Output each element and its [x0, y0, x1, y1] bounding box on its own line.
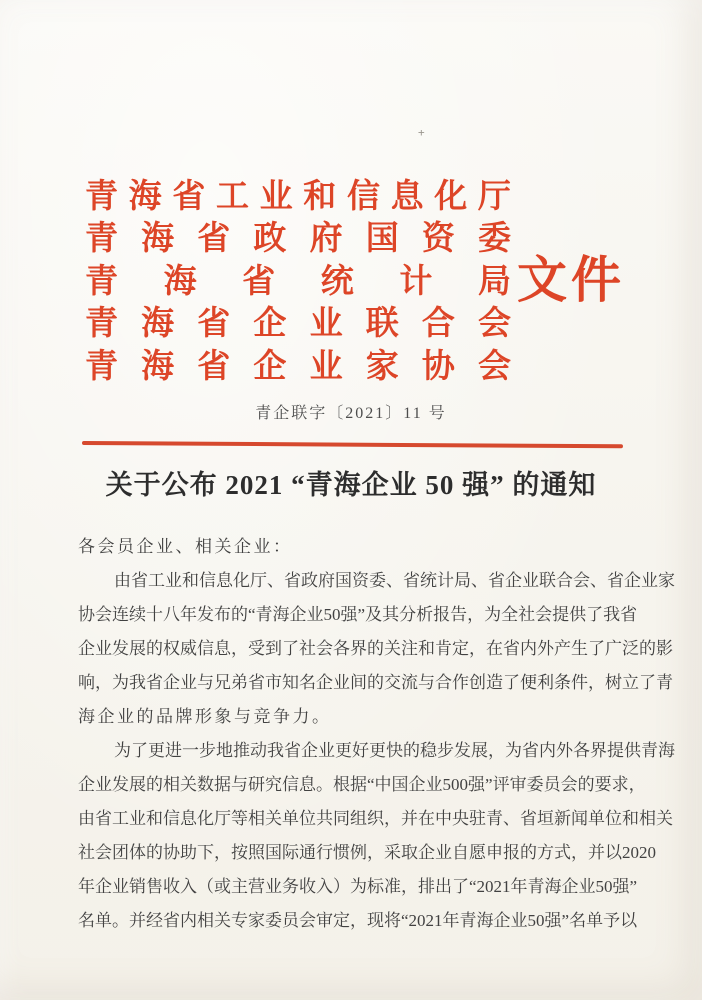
body-line: 为 了 更 进 一 步 地 推 动 我 省 企 业 更 好 更 快 的 稳 步 发 展 ， 为 省 内 外 各 界 提 供 青 海	[114, 741, 675, 760]
body-line: 由 省 工 业 和 信 息 化 厅 等 相 关 单 位 共 同 组 织 ， 并 在 中 央 驻 青 、 省 垣 新 闻 单 位 和 相 关	[78, 809, 673, 828]
red-divider-rule	[82, 441, 623, 448]
letterhead-org-block	[85, 176, 511, 389]
document-title: 关于公布 2021 “青海企业 50 强” 的通知	[105, 470, 597, 500]
body-line: 企 业 发 展 的 相 关 数 据 与 研 究 信 息 。 根 据 “ 中 国 企 业 500 强 ” 评 审 委 员 会 的 要 求 ，	[78, 775, 646, 794]
document-reference-number: 青企联字〔2021〕11 号	[255, 405, 447, 422]
body-line: 由 省 工 业 和 信 息 化 厅 、 省 政 府 国 资 委 、 省 统 计 局 、 省 企 业 联 合 会 、 省 企 业 家	[114, 571, 675, 590]
org-line-industry-it-dept: 青 海 省 工 业 和 信 息 化 厅	[85, 178, 511, 215]
document-body	[78, 530, 675, 938]
body-line: 协 会 连 续 十 八 年 发 布 的 “ 青 海 企 业 50 强 ” 及 其 分 析 报 告 ， 为 全 社 会 提 供 了 我 省	[78, 605, 638, 624]
org-line-entrepreneur-association: 青 海 省 企 业 家 协 会	[85, 348, 511, 385]
body-line: 社 会 团 体 的 协 助 下 ， 按 照 国 际 通 行 惯 例 ， 采 取 企 业 自 愿 申 报 的 方 式 ， 并 以 2020	[78, 843, 656, 862]
registration-mark: +	[418, 126, 425, 139]
org-line-statistics-bureau: 青 海 省 统 计 局	[85, 263, 511, 300]
body-line: 名 单 。 并 经 省 内 相 关 专 家 委 员 会 审 定 ， 现 将 “ 2021 年 青 海 企 业 50 强 ” 名 单 予 以	[78, 911, 638, 930]
body-line: 海企业的品牌形象与竞争力。	[78, 707, 332, 726]
org-line-sasac: 青 海 省 政 府 国 资 委	[85, 221, 511, 258]
body-line: 年 企 业 销 售 收 入 （ 或 主 营 业 务 收 入 ） 为 标 准 ， 排 出 了 “ 2021 年 青 海 企 业 50 强 ”	[78, 877, 638, 896]
body-line: 响 ， 为 我 省 企 业 与 兄 弟 省 市 知 名 企 业 间 的 交 流 与 合 作 创 造 了 便 利 条 件 ， 树 立 了 青	[78, 673, 673, 692]
salutation-line: 各会员企业、相关企业：	[78, 537, 293, 556]
body-line: 企 业 发 展 的 权 威 信 息 ， 受 到 了 社 会 各 界 的 关 注 和 肯 定 ， 在 省 内 外 产 生 了 广 泛 的 影	[78, 639, 673, 658]
org-line-enterprise-confederation: 青 海 省 企 业 联 合 会	[85, 306, 511, 343]
document-type-mark: 文 件	[517, 252, 621, 308]
